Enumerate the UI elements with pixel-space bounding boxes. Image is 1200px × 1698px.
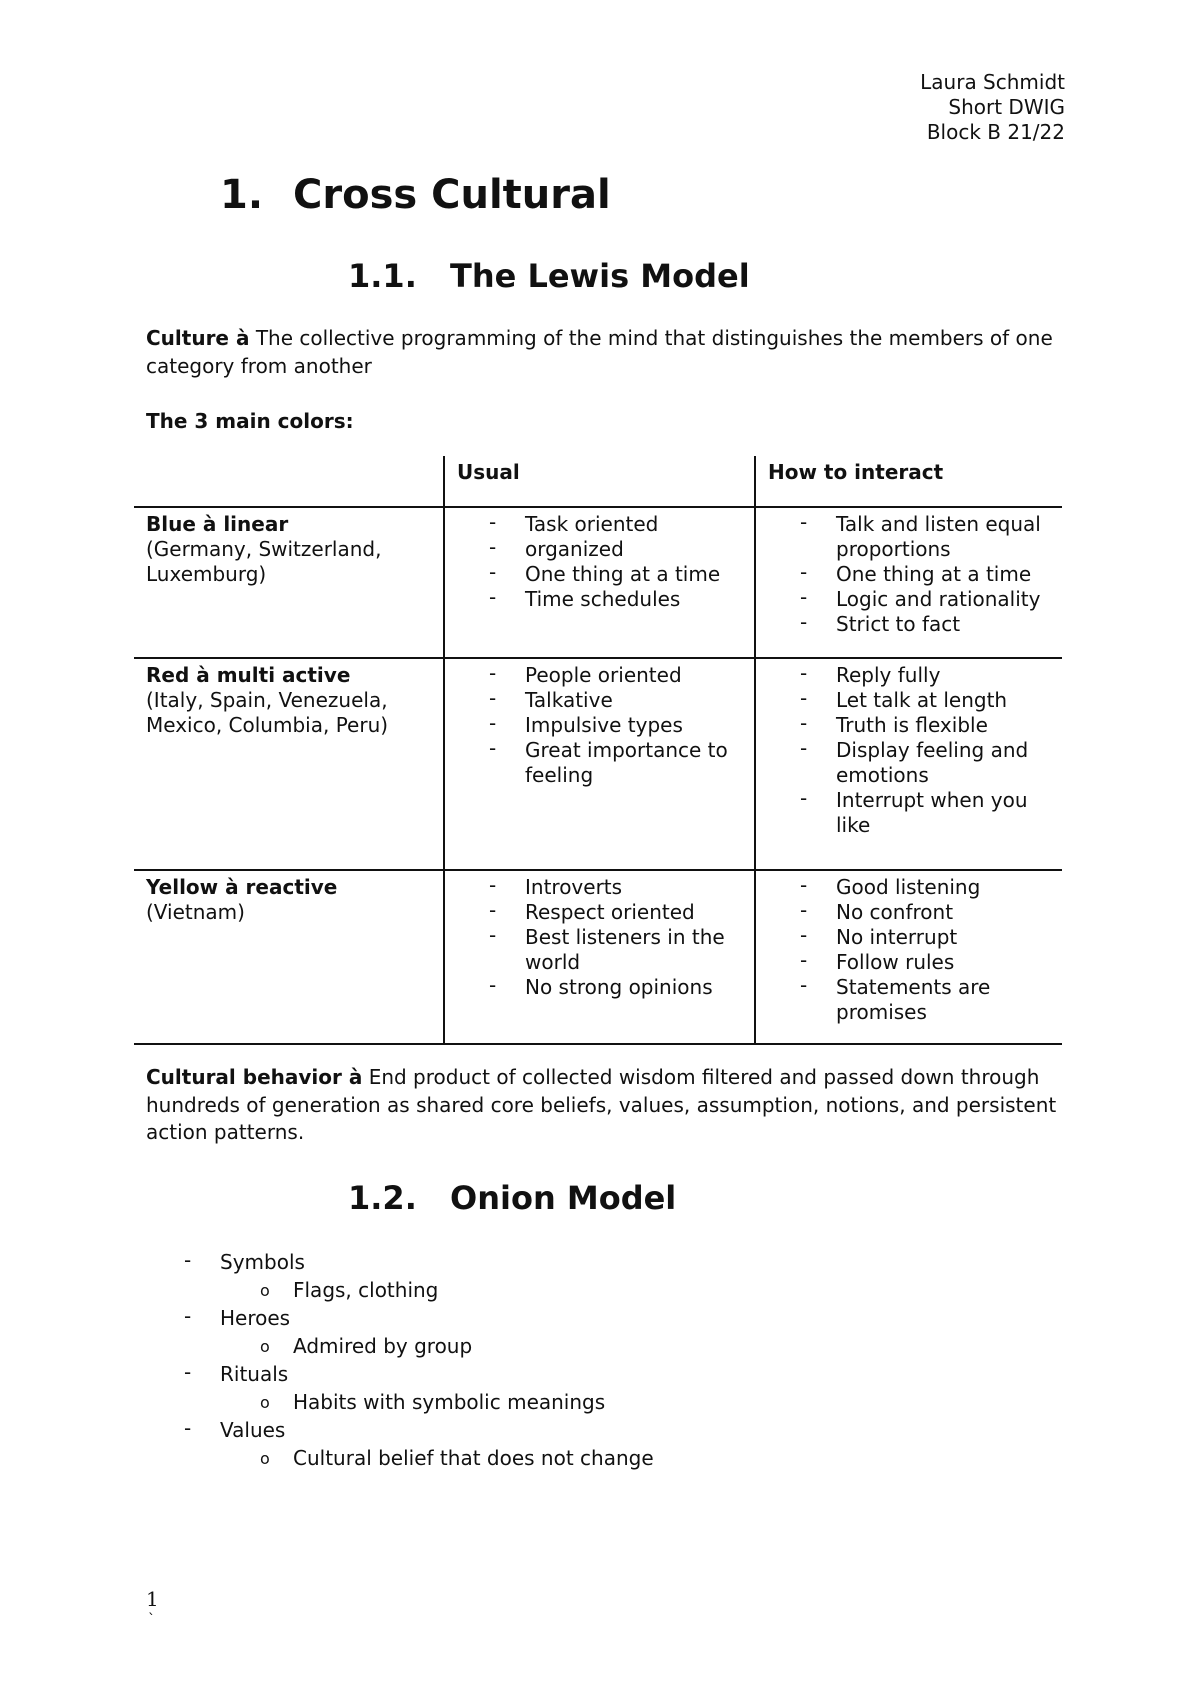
usual-cell: [444, 870, 755, 1044]
list-item: - No confront: [836, 900, 1062, 925]
row-title: Yellow à reactive: [146, 875, 338, 899]
list-item: - Follow rules: [836, 950, 1062, 975]
usual-cell: [444, 658, 755, 870]
title-text: Cross Cultural: [293, 172, 611, 218]
list-item: - Good listening: [836, 875, 1062, 900]
section-number: 1.1.: [348, 257, 417, 295]
list-item: - Impulsive types: [525, 713, 754, 738]
section-title-text: The Lewis Model: [450, 257, 750, 295]
onion-model-list: [184, 1248, 654, 1472]
list-item: - Reply fully: [836, 663, 1062, 688]
list-item: - No strong opinions: [525, 975, 754, 1000]
section-title-lewis: [348, 256, 750, 296]
list-item-label: Rituals: [220, 1362, 289, 1386]
page-title: [220, 170, 611, 220]
colors-heading: The 3 main colors:: [146, 409, 354, 433]
sub-list-item: o Habits with symbolic meanings: [293, 1388, 654, 1416]
document-header: [920, 70, 1065, 145]
row-countries: (Germany, Switzerland, Luxemburg): [146, 537, 382, 586]
list-item: - No interrupt: [836, 925, 1062, 950]
sub-list-item: o Cultural belief that does not change: [293, 1444, 654, 1472]
definition-text: The collective programming of the mind that distinguishes the members of one category from another: [146, 326, 1053, 378]
row-countries: (Italy, Spain, Venezuela, Mexico, Columbia, Peru): [146, 688, 389, 737]
definition-text: End product of collected wisdom filtered and passed down through hundreds of generation as shared core beliefs, values, assumption, notions, and persistent action patterns.: [146, 1065, 1057, 1144]
list-item: - Statements are promises: [836, 975, 1062, 1025]
footer-mark: `: [148, 1612, 155, 1628]
list-item-label: Symbols: [220, 1250, 305, 1274]
author-name: Laura Schmidt: [920, 70, 1065, 94]
list-item: - Time schedules: [525, 587, 754, 612]
definition-term: Culture à: [146, 326, 250, 350]
list-item: - Talkative: [525, 688, 754, 713]
table-row: [134, 507, 1062, 658]
list-item: - Symbols o Flags, clothing: [220, 1248, 654, 1304]
row-countries: (Vietnam): [146, 900, 245, 924]
interact-cell: [755, 658, 1062, 870]
list-item: - Task oriented: [525, 512, 754, 537]
list-item: - Truth is flexible: [836, 713, 1062, 738]
list-item: - Display feeling and emotions: [836, 738, 1062, 788]
sub-list-item: o Admired by group: [293, 1332, 654, 1360]
list-item: - Values o Cultural belief that does not change: [220, 1416, 654, 1472]
lewis-model-table: [134, 456, 1062, 1045]
row-label-cell: [134, 507, 444, 658]
culture-definition: [146, 325, 1071, 380]
list-item: - Great importance to feeling: [525, 738, 754, 788]
list-item: - Best listeners in the world: [525, 925, 754, 975]
list-item: - Rituals o Habits with symbolic meanings: [220, 1360, 654, 1416]
list-item: - Introverts: [525, 875, 754, 900]
cultural-behavior-definition: [146, 1064, 1071, 1147]
table-header-usual: Usual: [444, 456, 755, 507]
section-title-text: Onion Model: [450, 1179, 677, 1217]
list-item: - Talk and listen equal proportions: [836, 512, 1062, 562]
list-item: - organized: [525, 537, 754, 562]
usual-cell: [444, 507, 755, 658]
block-label: Block B 21/22: [926, 120, 1065, 144]
course-name: Short DWIG: [948, 95, 1065, 119]
interact-cell: [755, 507, 1062, 658]
section-title-onion: [348, 1178, 676, 1218]
row-label-cell: [134, 658, 444, 870]
list-item: - Respect oriented: [525, 900, 754, 925]
list-item: - Let talk at length: [836, 688, 1062, 713]
section-number: 1.2.: [348, 1179, 417, 1217]
list-item: - Logic and rationality: [836, 587, 1062, 612]
interact-cell: [755, 870, 1062, 1044]
list-item: - One thing at a time: [836, 562, 1062, 587]
row-title: Blue à linear: [146, 512, 289, 536]
table-header-empty: [134, 456, 444, 507]
list-item-label: Heroes: [220, 1306, 291, 1330]
list-item: - One thing at a time: [525, 562, 754, 587]
list-item: - People oriented: [525, 663, 754, 688]
list-item-label: Values: [220, 1418, 286, 1442]
row-title: Red à multi active: [146, 663, 351, 687]
table-header-row: [134, 456, 1062, 507]
title-number: 1.: [220, 172, 264, 218]
sub-list-item: o Flags, clothing: [293, 1276, 654, 1304]
list-item: - Heroes o Admired by group: [220, 1304, 654, 1360]
table-header-interact: How to interact: [755, 456, 1062, 507]
table-row: [134, 658, 1062, 870]
list-item: - Strict to fact: [836, 612, 1062, 637]
row-label-cell: [134, 870, 444, 1044]
table-row: [134, 870, 1062, 1044]
list-item: - Interrupt when you like: [836, 788, 1062, 838]
page-number: 1: [146, 1587, 159, 1611]
definition-term: Cultural behavior à: [146, 1065, 363, 1089]
